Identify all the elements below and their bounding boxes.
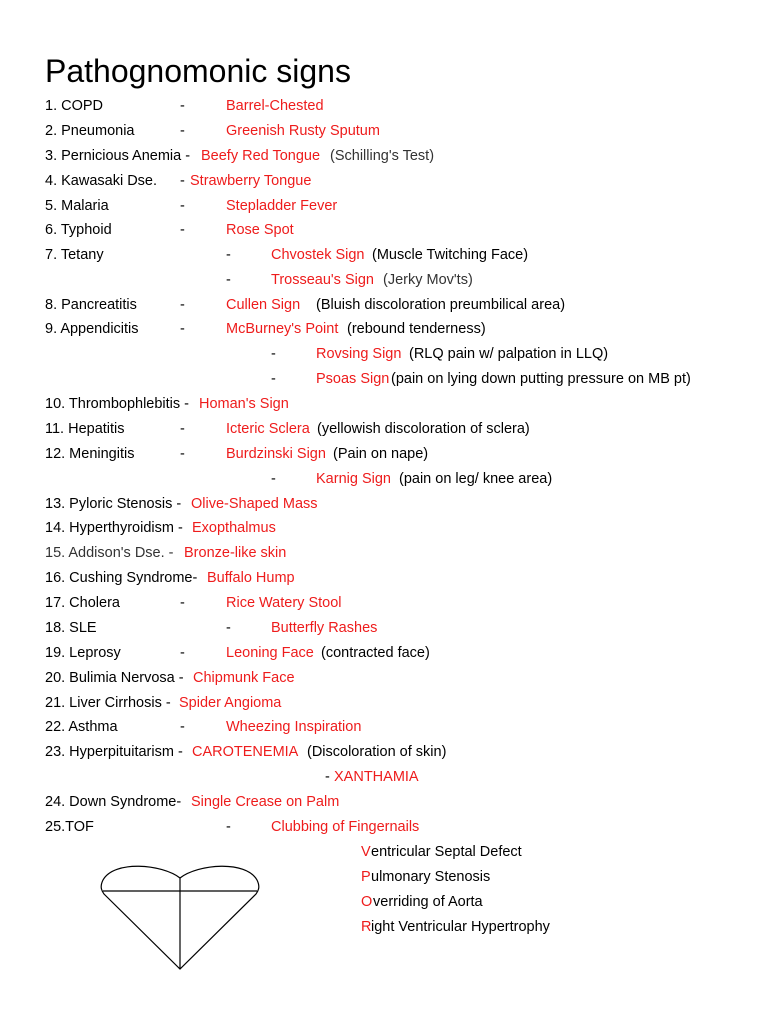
pathognomonic-sign: Homan's Sign xyxy=(199,396,289,412)
pathognomonic-sign: Rovsing Sign xyxy=(316,346,402,362)
entry-copd xyxy=(0,95,768,117)
condition-label: 10. Thrombophlebitis - xyxy=(45,396,190,412)
entry-meningitis-2 xyxy=(0,468,768,490)
condition-label: 1. COPD xyxy=(45,98,104,114)
sign-note: (Muscle Twitching Face) xyxy=(372,247,529,263)
condition-label: 11. Hepatitis xyxy=(45,421,125,437)
condition-label: 21. Liver Cirrhosis - xyxy=(45,695,171,711)
entry-pancreatitis xyxy=(0,294,768,316)
condition-label: 25.TOF xyxy=(45,819,94,835)
entry-tetany xyxy=(0,244,768,266)
sign-note: (pain on leg/ knee area) xyxy=(399,471,553,487)
pathognomonic-sign: Rice Watery Stool xyxy=(226,595,342,611)
pathognomonic-sign: Wheezing Inspiration xyxy=(226,719,362,735)
condition-label: 12. Meningitis xyxy=(45,446,135,462)
tof-component-vsd xyxy=(0,841,768,863)
pathognomonic-sign: Barrel-Chested xyxy=(226,98,324,114)
pathognomonic-sign: Leoning Face xyxy=(226,645,314,661)
pathognomonic-sign: Spider Angioma xyxy=(179,695,282,711)
pathognomonic-sign: Chipmunk Face xyxy=(193,670,295,686)
separator-dash: - xyxy=(180,595,185,611)
entry-asthma xyxy=(0,716,768,738)
entry-malaria xyxy=(0,195,768,217)
entry-hyperpituitarism-2 xyxy=(0,766,768,788)
entry-hepatitis xyxy=(0,418,768,440)
separator-dash: - xyxy=(180,645,185,661)
entry-meningitis xyxy=(0,443,768,465)
pathognomonic-sign: Chvostek Sign xyxy=(271,247,365,263)
separator-dash: - xyxy=(180,173,185,189)
condition-label: 22. Asthma xyxy=(45,719,118,735)
pathognomonic-sign: Single Crease on Palm xyxy=(191,794,340,810)
separator-dash: - xyxy=(226,819,231,835)
condition-label: 23. Hyperpituitarism - xyxy=(45,744,183,760)
pathognomonic-sign: Greenish Rusty Sputum xyxy=(226,123,380,139)
separator-dash: - xyxy=(226,247,231,263)
separator-dash: - xyxy=(271,471,276,487)
entry-tetany-2 xyxy=(0,269,768,291)
condition-label: 13. Pyloric Stenosis - xyxy=(45,496,182,512)
entry-appendicitis-2 xyxy=(0,343,768,365)
separator-dash: - xyxy=(226,272,231,288)
pathognomonic-sign: Cullen Sign xyxy=(226,297,301,313)
condition-label: 2. Pneumonia xyxy=(45,123,135,139)
condition-label: 16. Cushing Syndrome- xyxy=(45,570,198,586)
condition-label: 17. Cholera xyxy=(45,595,120,611)
condition-label: 20. Bulimia Nervosa - xyxy=(45,670,184,686)
pathognomonic-sign: Stepladder Fever xyxy=(226,198,338,214)
pathognomonic-sign: Strawberry Tongue xyxy=(190,173,312,189)
entry-sle xyxy=(0,617,768,639)
separator-dash: - xyxy=(271,346,276,362)
sign-note: (Schilling's Test) xyxy=(330,148,435,164)
entry-addison xyxy=(0,542,768,564)
pathognomonic-sign: Beefy Red Tongue xyxy=(201,148,321,164)
pathognomonic-sign: Bronze-like skin xyxy=(184,545,287,561)
entry-typhoid xyxy=(0,219,768,241)
entry-thrombophlebitis xyxy=(0,393,768,415)
condition-label: 8. Pancreatitis xyxy=(45,297,137,313)
heart-diagram xyxy=(100,862,262,974)
sign-note: (contracted face) xyxy=(321,645,430,661)
sign-note: (Pain on nape) xyxy=(333,446,429,462)
sign-note: (RLQ pain w/ palpation in LLQ) xyxy=(409,346,609,362)
pathognomonic-sign: Psoas Sign xyxy=(316,371,390,387)
separator-dash: - xyxy=(325,769,330,785)
condition-label: 24. Down Syndrome- xyxy=(45,794,182,810)
pathognomonic-sign: CAROTENEMIA xyxy=(192,744,299,760)
separator-dash: - xyxy=(180,719,185,735)
component-text: entricular Septal Defect xyxy=(371,844,522,860)
separator-dash: - xyxy=(180,421,185,437)
condition-label: 5. Malaria xyxy=(45,198,109,214)
pathognomonic-sign: Butterfly Rashes xyxy=(271,620,378,636)
entry-tof xyxy=(0,816,768,838)
component-text: ight Ventricular Hypertrophy xyxy=(371,919,550,935)
entry-cholera xyxy=(0,592,768,614)
entry-pernicious-anemia xyxy=(0,145,768,167)
entry-appendicitis-3 xyxy=(0,368,768,390)
entry-hyperthyroidism xyxy=(0,517,768,539)
entry-leprosy xyxy=(0,642,768,664)
entry-kawasaki xyxy=(0,170,768,192)
entry-bulimia xyxy=(0,667,768,689)
condition-label: 4. Kawasaki Dse. xyxy=(45,173,158,189)
entry-hyperpituitarism xyxy=(0,741,768,763)
pathognomonic-sign: Buffalo Hump xyxy=(207,570,295,586)
separator-dash: - xyxy=(180,222,185,238)
acronym-letter: V xyxy=(361,844,371,860)
pathognomonic-sign: Olive-Shaped Mass xyxy=(191,496,318,512)
pathognomonic-sign: McBurney's Point xyxy=(226,321,339,337)
condition-label: 6. Typhoid xyxy=(45,222,112,238)
sign-note: (yellowish discoloration of sclera) xyxy=(317,421,530,437)
condition-label: 19. Leprosy xyxy=(45,645,121,661)
sign-note: (Jerky Mov'ts) xyxy=(383,272,473,288)
pathognomonic-sign: Burdzinski Sign xyxy=(226,446,326,462)
condition-label: 7. Tetany xyxy=(45,247,104,263)
pathognomonic-sign: XANTHAMIA xyxy=(334,769,419,785)
entry-appendicitis xyxy=(0,318,768,340)
separator-dash: - xyxy=(180,123,185,139)
entry-pyloric-stenosis xyxy=(0,493,768,515)
acronym-letter: P xyxy=(361,869,371,885)
condition-label: 14. Hyperthyroidism - xyxy=(45,520,183,536)
pathognomonic-sign: Trosseau's Sign xyxy=(271,272,374,288)
separator-dash: - xyxy=(226,620,231,636)
separator-dash: - xyxy=(180,297,185,313)
separator-dash: - xyxy=(180,446,185,462)
condition-label: 18. SLE xyxy=(45,620,97,636)
page-title: Pathognomonic signs xyxy=(45,53,351,89)
entry-liver-cirrhosis xyxy=(0,692,768,714)
separator-dash: - xyxy=(180,321,185,337)
sign-note: (Bluish discoloration preumbilical area) xyxy=(316,297,566,313)
separator-dash: - xyxy=(180,198,185,214)
component-text: verriding of Aorta xyxy=(373,894,483,910)
condition-label: 3. Pernicious Anemia - xyxy=(45,148,191,164)
pathognomonic-sign: Icteric Sclera xyxy=(226,421,310,437)
entry-cushing xyxy=(0,567,768,589)
condition-label: 15. Addison's Dse. - xyxy=(45,545,174,561)
sign-note: (pain on lying down putting pressure on MB pt) xyxy=(391,371,691,387)
sign-note: (Discoloration of skin) xyxy=(307,744,447,760)
pathognomonic-sign: Karnig Sign xyxy=(316,471,391,487)
sign-note: (rebound tenderness) xyxy=(347,321,486,337)
pathognomonic-sign: Rose Spot xyxy=(226,222,294,238)
entry-pneumonia xyxy=(0,120,768,142)
component-text: ulmonary Stenosis xyxy=(371,869,491,885)
separator-dash: - xyxy=(271,371,276,387)
pathognomonic-sign: Exopthalmus xyxy=(192,520,276,536)
acronym-letter: R xyxy=(361,919,372,935)
pathognomonic-sign: Clubbing of Fingernails xyxy=(271,819,420,835)
separator-dash: - xyxy=(180,98,185,114)
entry-down-syndrome xyxy=(0,791,768,813)
condition-label: 9. Appendicitis xyxy=(45,321,139,337)
acronym-letter: O xyxy=(361,894,373,910)
